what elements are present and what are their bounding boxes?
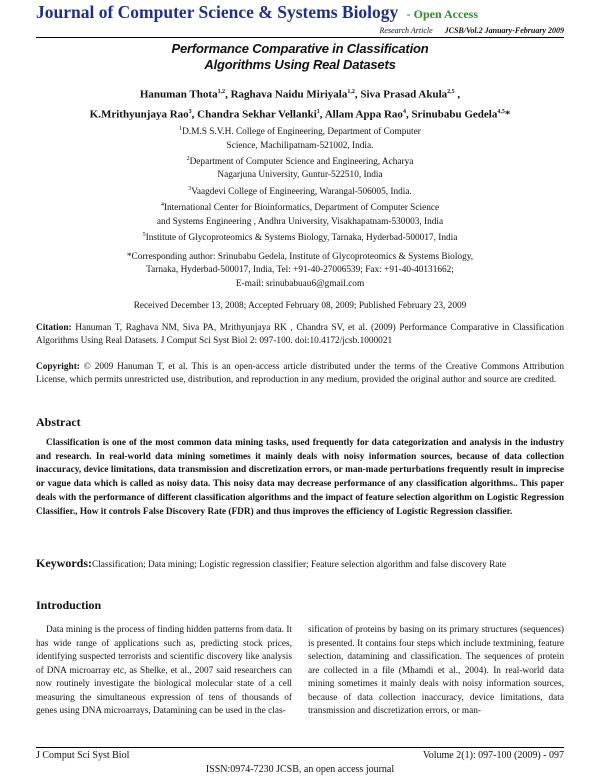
affiliation-line: Department of Computer Science and Engineering, Acharya (189, 157, 414, 167)
author-sep: , (319, 108, 325, 121)
paper-title-line: Algorithms Using Real Datasets (204, 57, 396, 72)
corresponding-line: *Corresponding author: Srinubabu Gedela, Institute of Glycoproteomics & Systems Biology, (126, 252, 474, 262)
affiliation (60, 229, 540, 246)
affiliation-sup: 1 (179, 126, 183, 132)
citation-text: Hanuman T, Raghava NM, Siva PA, Mrithyunjaya RK , Chandra SV, et al. (2009) Performance Comparative in Classification Algorithms Using Real Datasets. J Comput Sci Syst Biol 2: 097-100. doi:10.4172/jcsb.1000021 (36, 323, 564, 347)
publication-dates: Received December 13, 2008; Accepted February 08, 2009; Published February 23, 2009 (133, 301, 467, 311)
author-sep: , (191, 108, 198, 121)
footer-rule (36, 747, 564, 748)
journal-title (36, 2, 478, 23)
author-name: Chandra Sekhar Vellanki (197, 108, 317, 121)
citation-label: Citation: (36, 323, 72, 333)
author-sep: * (504, 108, 511, 121)
affiliation (60, 183, 540, 200)
affiliation-line: and Systems Engineering , Andhra University, Visakhapatnam-530003, India (156, 216, 444, 227)
citation (36, 322, 564, 349)
author-sup: 2,5 (447, 89, 455, 95)
corresponding-email[interactable]: E-mail: srinubabuau6@gmail.com (235, 278, 365, 289)
keywords-label: Keywords: (36, 556, 92, 570)
affiliation-line: Vaagdevi College of Engineering, Warangal-506005, India. (191, 186, 412, 197)
affiliations (60, 123, 540, 246)
introduction-right-column: sification of proteins by basing on its primary structures (sequences) is presented. It contains four steps which include textmining, feature selection, datamining and classification. The sequences of protein are collected in a file (Mhamdi et al., 2004). In real-world data mining sometimes it mainly deals with noisy information sources, because of data collection inaccuracy, device limitations, data transmission and discretization errors, or man- (308, 625, 564, 716)
affiliation-line: D.M.S S.V.H. College of Engineering, Department of Computer (182, 127, 421, 138)
journal-name: Journal of Computer Science & Systems Biology (36, 2, 399, 22)
author-line-2 (36, 104, 564, 124)
issue-info: JCSB/Vol.2 January-February 2009 (444, 26, 564, 35)
copyright (36, 361, 564, 388)
affiliation (60, 199, 540, 216)
corresponding-author (60, 251, 540, 291)
author-sup: 3 (188, 108, 192, 115)
footer-volume: Volume 2(1): 097-100 (2009) - 097 (422, 750, 564, 761)
corresponding-line: Tarnaka, Hyderbad-500017, India, Tel: +91-40-27006539; Fax: +91-40-40131662; (146, 265, 454, 276)
affiliation-line: Institute of Glycoproteomics & Systems Biology, Tarnaka, Hyderbad-500017, India (145, 233, 458, 244)
header-rule (36, 37, 564, 38)
affiliation-sup: 5 (142, 232, 146, 239)
author-name: Siva Prasad Akula (360, 88, 448, 101)
author-sep: , (405, 108, 412, 121)
abstract-heading: Abstract (36, 415, 81, 429)
affiliation (60, 123, 540, 140)
introduction-heading: Introduction (36, 598, 102, 612)
footer-journal: J Comput Sci Syst Biol (36, 750, 130, 761)
footer-issn: ISSN:0974-7230 JCSB, an open access journal (205, 764, 395, 775)
author-sup: 1 (316, 108, 320, 115)
open-access-label: - Open Access (406, 7, 478, 21)
author-name: Hanuman Thota (139, 88, 218, 101)
author-sup: 1,2 (217, 89, 226, 95)
author-sep: , (225, 88, 231, 101)
author-name: Srinubabu Gedela (411, 108, 498, 121)
author-name: K.Mrithyunjaya Rao (89, 108, 189, 121)
author-sup: 4 (402, 108, 406, 115)
author-name: Allam Appa Rao (324, 108, 403, 121)
introduction-left-column: Data mining is the process of finding hidden patterns from data. It has wide range of applications such as, predicting stock prices, identifying suspected terrorists and scientific discovery like analysis of DNA microarray etc, as Shelke, et al., 2007 said researchers can now routinely investigate the biological molecular state of a cell measuring the simultaneous expression of tens of thousands of genes using DNA microarrays, Datamining can be used in the clas- (36, 625, 292, 716)
affiliation-sup: 4 (160, 202, 164, 209)
affiliation-line: International Center for Bioinformatics, Department of Computer Science (163, 203, 440, 214)
paper-title (60, 41, 540, 73)
author-sup: 4,5 (497, 108, 505, 115)
paper-title-line: Performance Comparative in Classification (171, 41, 429, 56)
affiliation-sup: 3 (188, 185, 192, 192)
abstract-text: Classification is one of the most common data mining tasks, used frequently for data categorization and analysis in the industry and research. In real-world data mining sometimes it mainly deals with noisy information sources, because of data collection inaccuracy, device limitations, data transmission and discretization errors, or man-made perturbations frequently result in imprecise or vague data which is called as noisy data. This noisy data may decrease performance of any classification algorithms.. This paper deals with the performance of different classification algorithms and the impact of feature selection algorithm on Logistic Regression Classifier., How it controls False Discovery Rate (FDR) and thus improves the efficiency of Logistic Regression classifier. (36, 438, 564, 517)
copyright-label: Copyright: (36, 362, 80, 372)
affiliation-line: Nagarjuna University, Guntur-522510, India (217, 170, 383, 181)
author-sep: , (454, 88, 461, 101)
affiliation (60, 153, 540, 170)
article-type: Research Article (379, 26, 433, 35)
author-name: Raghava Naidu Miriyala (230, 88, 348, 101)
keywords-text: Classification; Data mining; Logistic regression classifier; Feature selection algorithm and false discovery Rate (92, 560, 507, 570)
author-list (36, 84, 564, 123)
copyright-text: © 2009 Hanuman T, et al. This is an open-access article distributed under the terms of the Creative Commons Attribution License, which permits unrestricted use, distribution, and reproduction in any medium, provided the original author and source are credited. (36, 362, 564, 386)
journal-meta (0, 26, 564, 35)
affiliation-sup: 2 (186, 155, 190, 162)
keywords (36, 557, 564, 572)
affiliation-line: Science, Machilipatnam-521002, India. (226, 140, 374, 151)
author-sep: , (354, 88, 361, 101)
author-sup: 1,2 (347, 89, 355, 95)
author-line-1 (36, 84, 564, 104)
